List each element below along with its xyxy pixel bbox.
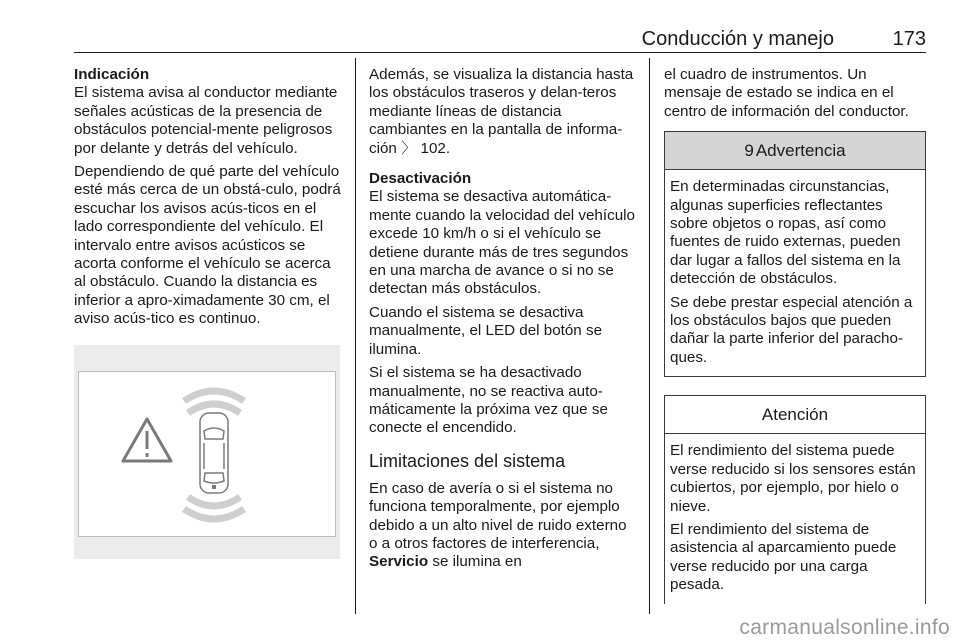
rear-sensor-arcs bbox=[184, 497, 244, 519]
paragraph: Si el sistema se ha desactivado manualmente, no se reactiva auto-máticamente la próxima vez que se conecte el encendido. bbox=[369, 364, 608, 437]
warning-box-title: Advertencia bbox=[755, 140, 846, 160]
attention-box-title: Atención bbox=[761, 404, 829, 424]
warning-box bbox=[664, 131, 926, 377]
chapter-title: Conducción y manejo bbox=[641, 28, 834, 50]
section-heading-desactivacion: Desactivación bbox=[369, 170, 472, 188]
paragraph bbox=[369, 480, 637, 572]
paragraph bbox=[369, 66, 637, 158]
service-label: Servicio bbox=[369, 553, 429, 571]
paragraph: El rendimiento del sistema de asistencia al aparcamiento puede verse reducido por una carga pesada. bbox=[670, 520, 897, 594]
page-header bbox=[74, 18, 926, 52]
column-1 bbox=[74, 66, 342, 559]
limitations-text: En caso de avería o si el sistema no funciona temporalmente, por ejemplo debido a un alto nivel de ruido externo o a otros factores de interferencia, bbox=[369, 479, 627, 552]
warning-glyph-icon: 9 bbox=[744, 140, 754, 160]
limitations-text-continued: se ilumina en bbox=[432, 553, 522, 571]
paragraph: El sistema se desactiva automática-mente cuando la velocidad del vehículo excede 10 km/h o si el vehículo se detiene durante más de tres segundos en una marcha de avance o si no se detectan más obstáculos. bbox=[369, 188, 635, 298]
paragraph: Cuando el sistema se desactiva manualmente, el LED del botón se ilumina. bbox=[369, 303, 603, 358]
paragraph: Dependiendo de qué parte del vehículo esté más cerca de un obstá-culo, podrá escuchar los avisos acús-ticos en el lado correspondiente del vehículo. El intervalo entre avisos acústicos se acorta conforme el vehículo se acerca al obstáculo. Cuando la distancia es inferior a apro-ximadamente 30 cm, el aviso acús-tico es continuo. bbox=[74, 163, 341, 328]
intro-text: Además, se visualiza la distancia hasta los obstáculos traseros y delan-teros mediante líneas de distancia cambiantes en la pantalla de informa-ción bbox=[369, 66, 634, 157]
paragraph: El sistema avisa al conductor mediante señales acústicas de la presencia de obstáculos potencial-mente peligrosos por delante y detrás del vehículo. bbox=[74, 84, 338, 157]
section-heading-limitaciones: Limitaciones del sistema bbox=[369, 450, 566, 471]
column-2 bbox=[369, 66, 637, 577]
arrow-right-icon: 〉 bbox=[401, 139, 417, 157]
paragraph: En determinadas circunstancias, algunas superficies reflectantes sobre objetos o ropas, así como fuentes de ruido externas, pueden dar lugar a fallos del sistema en la detección de obstáculos. bbox=[670, 178, 901, 288]
paragraph: el cuadro de instrumentos. Un mensaje de estado se indica en el centro de información del conductor. bbox=[664, 66, 909, 120]
attention-box-body bbox=[665, 434, 925, 603]
column-divider bbox=[649, 58, 650, 614]
warning-triangle-icon bbox=[123, 419, 171, 461]
section-heading-indicacion: Indicación bbox=[74, 66, 150, 83]
car-top-view-icon bbox=[200, 413, 228, 493]
front-sensor-arcs bbox=[184, 391, 244, 413]
page-number: 173 bbox=[892, 28, 926, 50]
parking-diagram bbox=[74, 345, 340, 559]
attention-box bbox=[664, 395, 926, 603]
paragraph: Se debe prestar especial atención a los obstáculos bajos que pueden dañar la parte inferior del paracho-ques. bbox=[670, 293, 913, 366]
column-3 bbox=[664, 66, 926, 618]
watermark: carmanualsonline.info bbox=[739, 616, 950, 639]
parking-sensor-figure bbox=[74, 345, 340, 559]
warning-box-body bbox=[665, 170, 925, 376]
column-divider bbox=[355, 58, 356, 614]
page-reference[interactable]: 102. bbox=[420, 139, 451, 157]
attention-box-header bbox=[665, 396, 925, 434]
header-rule bbox=[74, 52, 926, 53]
warning-box-header bbox=[665, 132, 925, 170]
paragraph: El rendimiento del sistema puede verse reducido si los sensores están cubiertos, por ejemplo, por hielo o nieve. bbox=[670, 442, 916, 515]
